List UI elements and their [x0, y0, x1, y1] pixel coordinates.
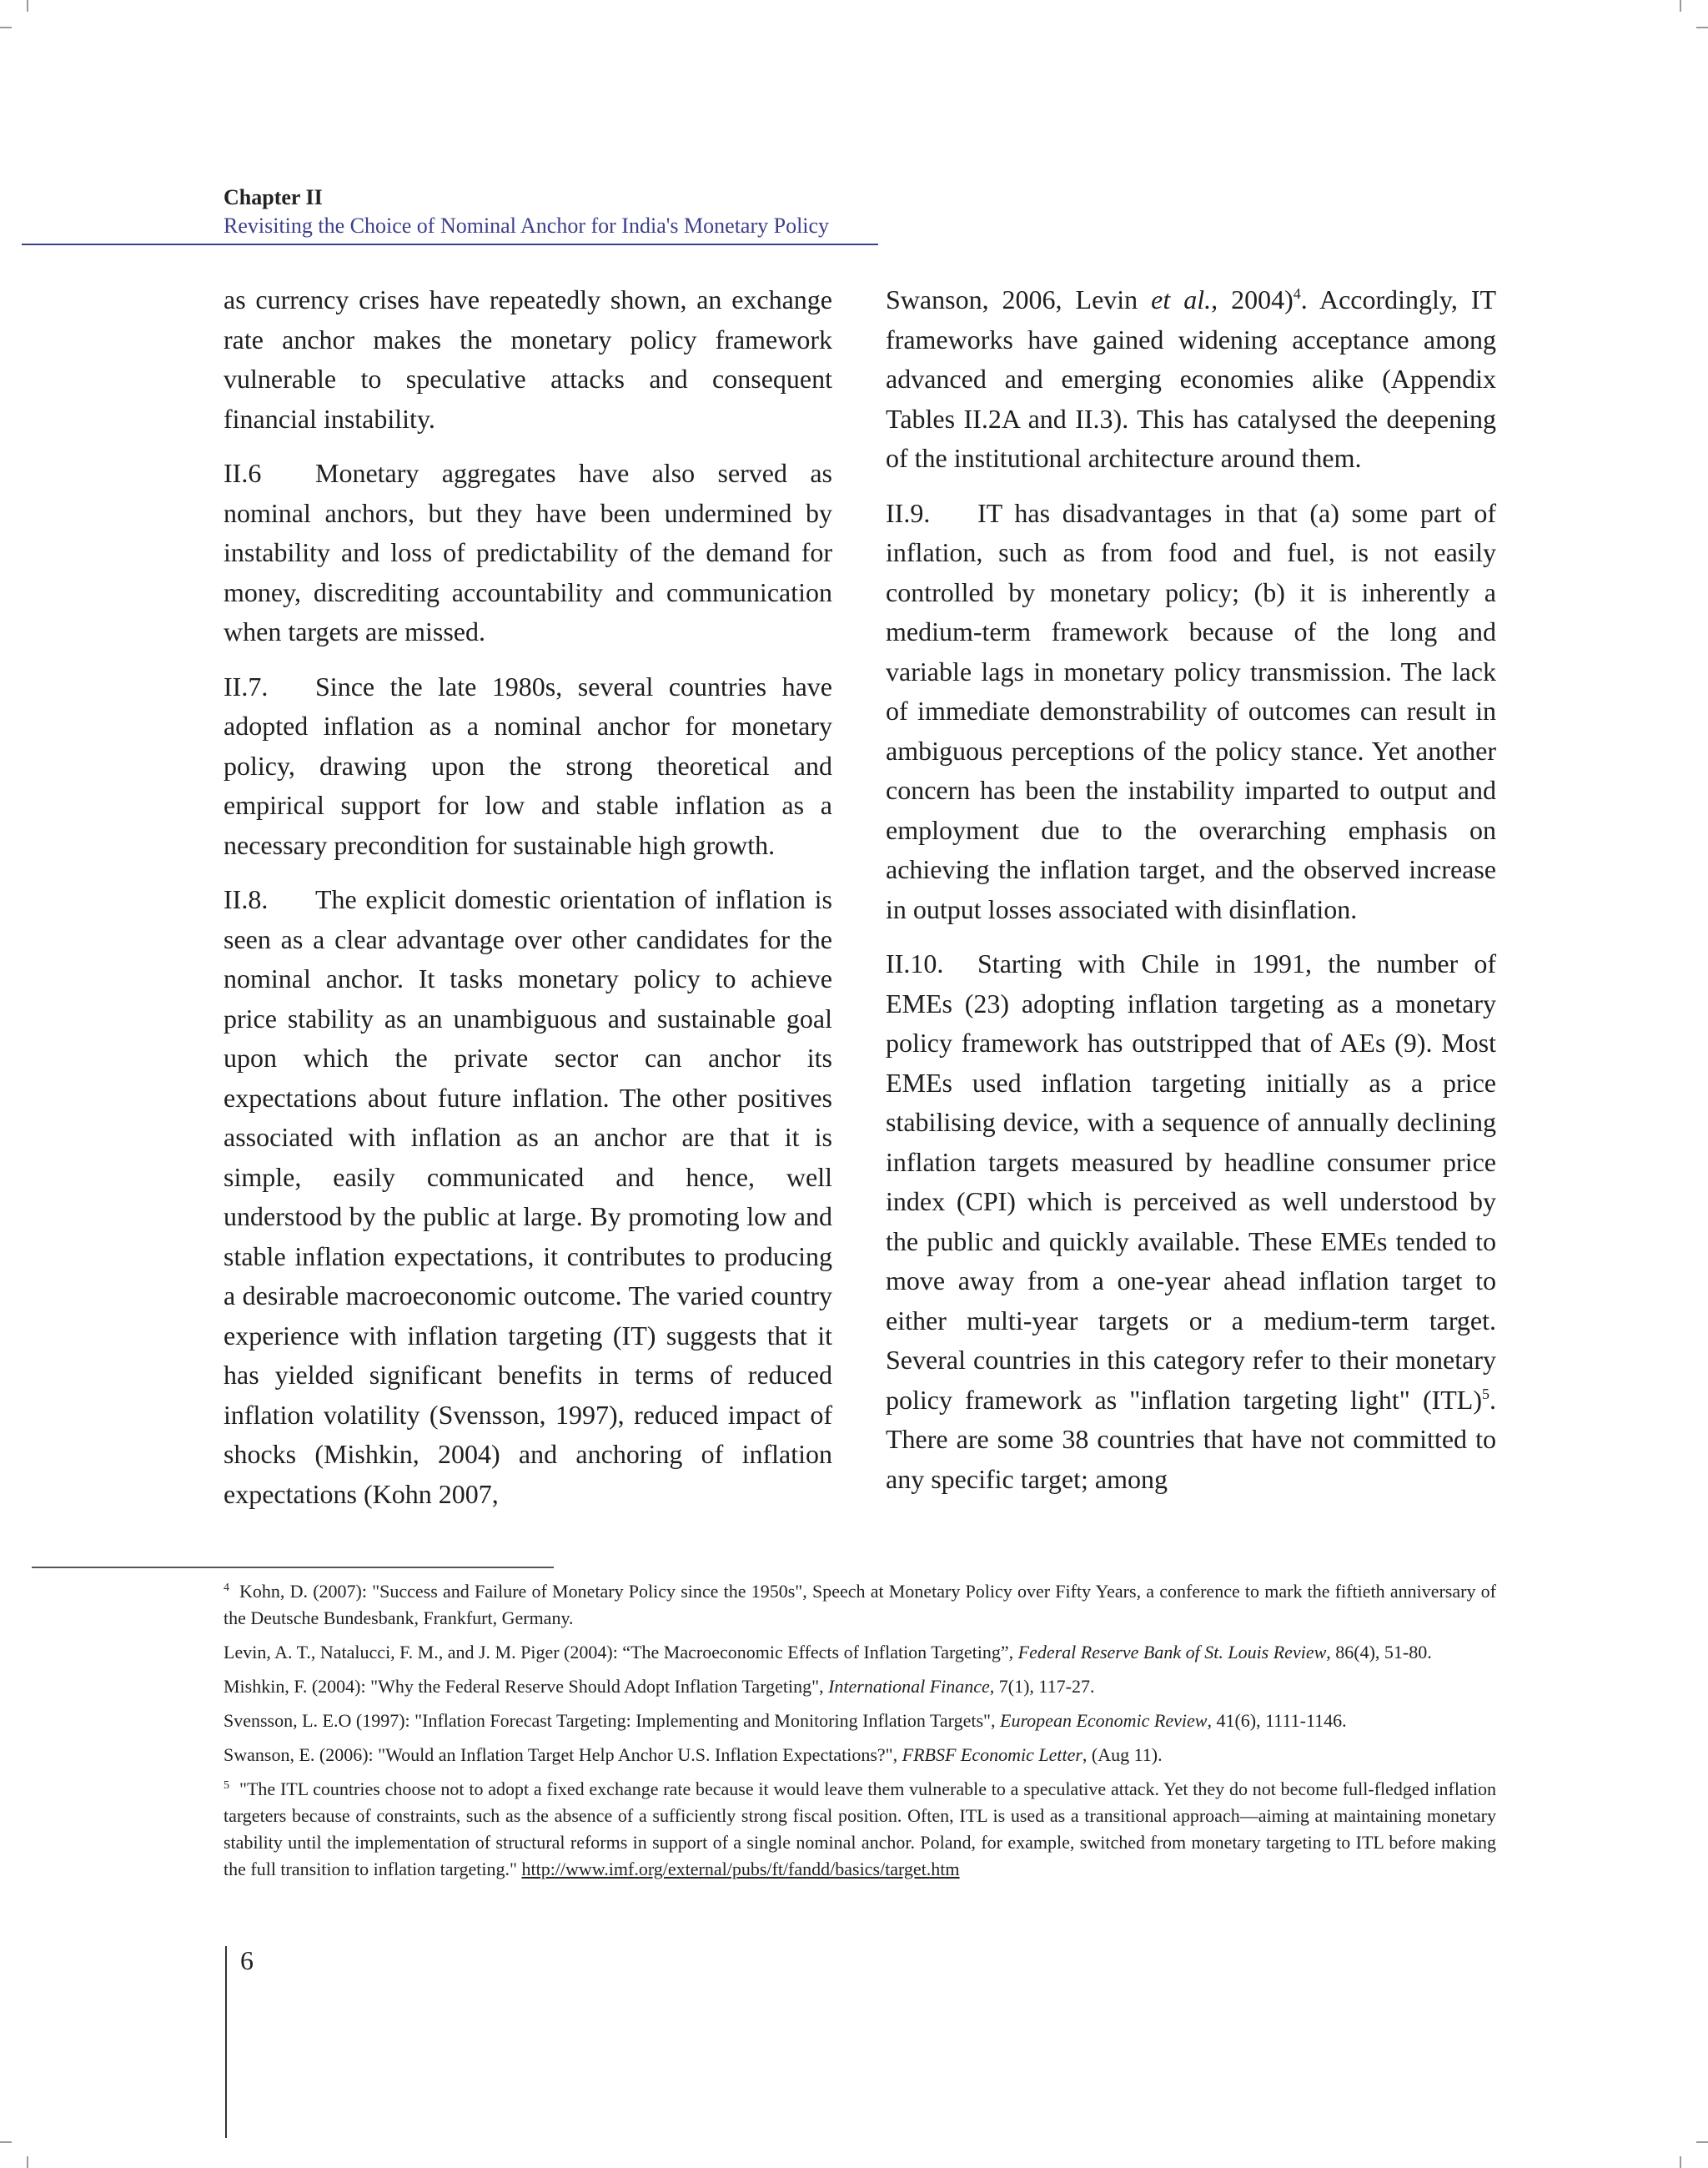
footnote-text: Kohn, D. (2007): "Success and Failure of Monetary Policy since the 1950s", Speech at Monetary Policy over Fifty Years, a conference to mark the fiftieth anniversary of the Deutsche Bundesbank, Frankfurt, Germany.	[224, 1581, 1496, 1628]
paragraph-text: Starting with Chile in 1991, the number of EMEs (23) adopting inflation targeting as a monetary policy framework has outstripped that of AEs (9). Most EMEs used inflation targeting initially as a price stabilising device, with a sequence of annually declining inflation targets measured by headline consumer price index (CPI) which is perceived as well understood by the public and quickly available. These EMEs tended to move away from a one-year ahead inflation target to either multi-year targets or a medium-term target. Several countries in this category refer to their monetary policy framework as "inflation targeting light" (ITL)	[886, 948, 1496, 1415]
paragraph-II-10	[886, 944, 1496, 1499]
journal-title: FRBSF Economic Letter	[902, 1744, 1083, 1765]
crop-mark	[1696, 2141, 1708, 2143]
left-column	[224, 280, 832, 1529]
reference-text: , 41(6), 1111-1146.	[1207, 1710, 1347, 1731]
text-run: Swanson, 2006, Levin	[886, 284, 1152, 314]
paragraph-continued: as currency crises have repeatedly shown, an exchange rate anchor makes the monetary policy framework vulnerable to speculative attacks and consequent financial instability.	[224, 284, 832, 434]
footnotes	[224, 1578, 1496, 1890]
reference-swanson	[224, 1742, 1496, 1768]
crop-mark	[0, 27, 12, 28]
paragraph-continued	[886, 280, 1496, 479]
paragraph-number: II.8.	[224, 884, 269, 914]
reference-text: Swanson, E. (2006): "Would an Inflation Target Help Anchor U.S. Inflation Expectations?",	[224, 1744, 902, 1765]
reference-text: , 7(1), 117-27.	[989, 1676, 1095, 1697]
text-run: . Accordingly, IT frameworks have gained widening acceptance among advanced and emerging economies alike (Appendix Tables II.2A and II.3). This has catalysed the deepening of the institutional architecture around them.	[886, 284, 1497, 473]
journal-title: Federal Reserve Bank of St. Louis Review	[1017, 1642, 1327, 1662]
paragraph-text: Since the late 1980s, several countries have adopted inflation as a nominal anchor for monetary policy, drawing upon the strong theoretical and empirical support for low and stable inflation as a necessary precondition for sustainable high growth.	[224, 671, 832, 860]
footnote-4	[224, 1578, 1496, 1632]
paragraph-text: . There are some 38 countries that have not committed to any specific target; among	[886, 1384, 1496, 1494]
reference-text: Svensson, L. E.O (1997): "Inflation Forecast Targeting: Implementing and Monitoring Inflation Targets",	[224, 1710, 1000, 1731]
footnote-rule	[32, 1567, 554, 1568]
chapter-title: Revisiting the Choice of Nominal Anchor for India's Monetary Policy	[224, 214, 830, 238]
page-number-bar	[225, 1946, 227, 2138]
footnote-ref-4[interactable]: 4	[1293, 285, 1301, 302]
reference-text: Levin, A. T., Natalucci, F. M., and J. M. Piger (2004): “The Macroeconomic Effects of Inflation Targeting”,	[224, 1642, 1018, 1662]
footnote-ref-5[interactable]: 5	[1482, 1385, 1489, 1402]
paragraph-text: Monetary aggregates have also served as nominal anchors, but they have been undermined by instability and loss of predictability of the demand for money, discrediting accountability and communication when targets are missed.	[224, 458, 832, 646]
crop-mark	[1680, 2156, 1681, 2168]
chapter-label: Chapter II	[224, 185, 323, 209]
italic-text: et al.,	[1151, 284, 1218, 314]
footnote-5	[224, 1776, 1496, 1883]
crop-mark	[1680, 0, 1681, 12]
right-column	[886, 280, 1496, 1514]
journal-title: European Economic Review	[1000, 1710, 1208, 1731]
paragraph-text: The explicit domestic orientation of inflation is seen as a clear advantage over other candidates for the nominal anchor. It tasks monetary policy to achieve price stability as an unambiguous and sustainable goal upon which the private sector can anchor its expectations about future inflation. The other positives associated with inflation as an anchor are that it is simple, easily communicated and hence, well understood by the public at large. By promoting low and stable inflation expectations, it contributes to producing a desirable macroeconomic outcome. The varied country experience with inflation targeting (IT) suggests that it has yielded significant benefits in terms of reduced inflation volatility (Svensson, 1997), reduced impact of shocks (Mishkin, 2004) and anchoring of inflation expectations (Kohn 2007,	[224, 884, 832, 1509]
text-run: 2004)	[1218, 284, 1294, 314]
paragraph-text: IT has disadvantages in that (a) some part of inflation, such as from food and fuel, is not easily controlled by monetary policy; (b) it is inherently a medium-term framework because of the long and variable lags in monetary policy transmission. The lack of immediate demonstrability of outcomes can result in ambiguous perceptions of the policy stance. Yet another concern has been the instability imparted to output and employment due to the overarching emphasis on achieving the inflation target, and the observed increase in output losses associated with disinflation.	[886, 497, 1496, 924]
running-header	[224, 185, 829, 240]
crop-mark	[0, 2141, 12, 2143]
journal-title: International Finance	[828, 1676, 990, 1697]
crop-mark	[27, 2156, 28, 2168]
footnote-mark: 5	[224, 1779, 229, 1792]
crop-mark	[1696, 27, 1708, 28]
reference-text: , 86(4), 51-80.	[1326, 1642, 1432, 1662]
paragraph-II-6	[224, 454, 832, 652]
paragraph-number: II.7.	[224, 671, 269, 702]
header-rule	[22, 244, 878, 245]
paragraph-II-8	[224, 880, 832, 1514]
paragraph-II-9	[886, 494, 1496, 930]
reference-svensson	[224, 1708, 1496, 1734]
paragraph-number: II.6	[224, 458, 262, 488]
paragraph-number: II.10.	[886, 948, 944, 978]
reference-text: Mishkin, F. (2004): "Why the Federal Reserve Should Adopt Inflation Targeting",	[224, 1676, 829, 1697]
footnote-mark: 4	[224, 1582, 229, 1594]
paragraph-II-7	[224, 667, 832, 866]
reference-text: , (Aug 11).	[1082, 1744, 1163, 1765]
page-number: 6	[240, 1945, 254, 1975]
paragraph-number: II.9.	[886, 497, 931, 528]
imf-link[interactable]: http://www.imf.org/external/pubs/ft/fandd/basics/target.htm	[521, 1859, 960, 1879]
reference-levin	[224, 1639, 1496, 1666]
reference-mishkin	[224, 1673, 1496, 1700]
footnote-text: "The ITL countries choose not to adopt a fixed exchange rate because it would leave them vulnerable to a speculative attack. Yet they do not become full-fledged inflation targeters because of constraints, such as the absence of a sufficiently strong fiscal position. Often, ITL is used as a transitional approach—aiming at maintaining monetary stability until the implementation of structural reforms in support of a single nominal anchor. Poland, for example, switched from monetary targeting to ITL before making the full transition to inflation targeting."	[224, 1778, 1496, 1879]
crop-mark	[27, 0, 28, 12]
